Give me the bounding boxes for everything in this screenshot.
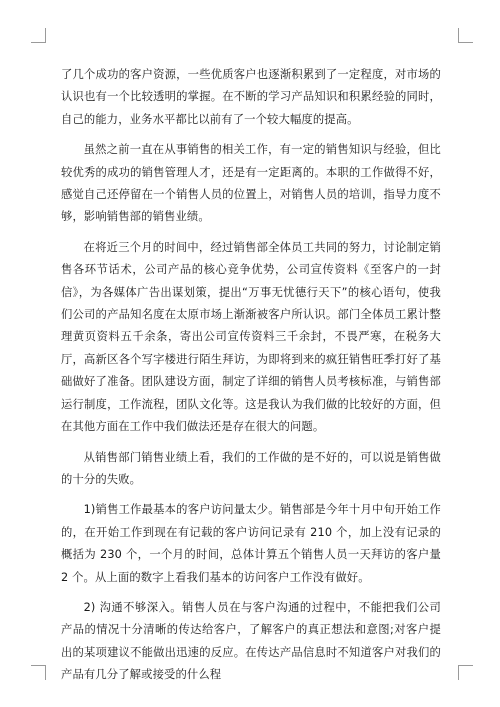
- crop-mark-bottom-right: [458, 665, 473, 680]
- paragraph-continuation: 了几个成功的客户资源，一些优质客户也逐渐积累到了一定程度，对市场的认识也有一个比较透明的掌握。在不断的学习产品知识和积累经验的同时，自己的能力，业务水平都比以前有了一个较大幅度的提高。: [61, 68, 441, 126]
- paragraph-self-assessment: 虽然之前一直在从事销售的相关工作，有一定的销售知识与经验，但比较优秀的成功的销售管理人才，还是有一定距离的。本职的工作做得不好，感觉自己还停留在一个销售人员的位置上，对销售人员的培训，指导力度不够，影响销售部的销售业绩。: [61, 143, 441, 224]
- paragraph-issue-2: 2) 沟通不够深入。销售人员在与客户沟通的过程中，不能把我们公司产品的情况十分清晰的传达给客户，了解客户的真正想法和意图;对客户提出的某项建议不能做出迅速的反应。在传达产品信息时不知道客户对我们的产品有几分了解或接受的什么程: [61, 600, 441, 682]
- crop-mark-top-left: [31, 28, 46, 43]
- crop-mark-bottom-left: [31, 665, 46, 680]
- document-body: [61, 64, 441, 695]
- paragraph-achievements: 在将近三个月的时间中，经过销售部全体员工共同的努力，讨论制定销售各环节话术，公司产品的核心竞争优势，公司宣传资料《至客户的一封信》，为各媒体广告出谋划策，提出“万事无忧德行天下”的核心语句，使我们公司的产品知名度在太原市场上渐渐被客户所认识。部门全体员工累计整理黄页资料五千余条，寄出公司宣传资料三千余封，不畏严寒，在税务大厅，高新区各个写字楼进行陌生拜访，为即将到来的疯狂销售旺季打好了基础做好了准备。团队建设方面，制定了详细的销售人员考核标准，与销售部运行制度，工作流程，团队文化等。这是我认为我们做的比较好的方面，但在其他方面在工作中我们做法还是存在很大的问题。: [61, 240, 441, 434]
- paragraph-issue-1: 1)销售工作最基本的客户访问量太少。销售部是今年十月中旬开始工作的，在开始工作到现在有记载的客户访问记录有 210 个，加上没有记录的概括为 230 个，一个月的时间，总体计算五个销售人员一天拜访的客户量 2 个。从上面的数字上看我们基本的访问客户工作没有做好。: [61, 503, 441, 584]
- paragraph-performance-summary: 从销售部门销售业绩上看，我们的工作做的是不好的，可以说是销售做的十分的失败。: [61, 450, 441, 486]
- crop-mark-top-right: [458, 28, 473, 43]
